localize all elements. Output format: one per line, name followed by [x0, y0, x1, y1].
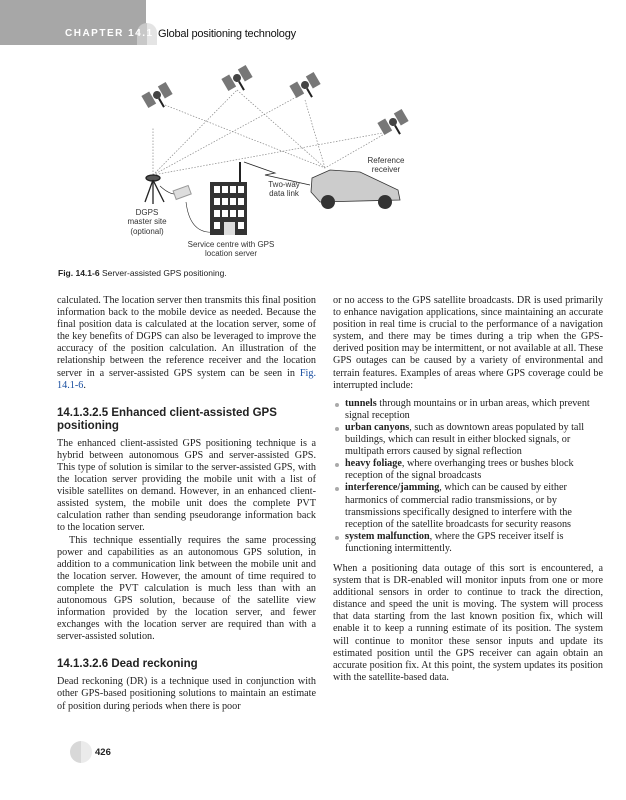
satellite-icon [141, 82, 176, 114]
svg-text:(optional): (optional) [130, 227, 164, 236]
satellite-icon [377, 109, 412, 141]
list-item: heavy foliage, where overhanging trees or bushes block reception of the signal broadcasts [333, 458, 603, 482]
satellite-icon [289, 72, 324, 104]
paragraph: calculated. The location server then transmits this final position information back to the mobile device as needed. Because the final position data is calculated at the location server, some of the key benefits of DGPS can also be leveraged to improve the accuracy of the position calculation. An illustration of the relationship between the reference receiver and the location server in a server-assisted GPS system can be seen in Fig. 14.1-6. [57, 295, 316, 391]
running-title: Global positioning technology [158, 28, 296, 40]
label-service-centre: Service centre with GPS [187, 240, 275, 249]
building-icon [210, 162, 247, 235]
svg-text:data link: data link [269, 189, 299, 198]
figure-labels [127, 156, 405, 258]
section-heading: 14.1.3.2.6 Dead reckoning [57, 658, 198, 671]
paragraph: or no access to the GPS satellite broadcasts. DR is used primarily to enhance navigation applications, since maintaining an accurate position in real time is crucial to the performance of a navigation system, and there may be times during a trip when the GPS-derived position may be intermittent, or not available at all. These GPS outages can be caused by a variety of environmental and terrain features. Examples of areas where GPS coverage could be interrupted include: [333, 295, 603, 391]
figure-caption: Fig. 14.1-6 Server-assisted GPS positioning. [58, 268, 227, 278]
section-heading: 14.1.3.2.5 Enhanced client-assisted GPS positioning [57, 406, 277, 432]
page-number: 426 [95, 747, 111, 758]
page-number-decoration [70, 741, 92, 763]
gps-figure [0, 50, 626, 265]
svg-text:receiver: receiver [371, 165, 401, 174]
bullet-list [333, 398, 603, 555]
modem-icon [173, 186, 191, 200]
list-item: tunnels through mountains or in urban areas, which prevent signal reception [333, 398, 603, 422]
paragraph: This technique essentially requires the same processing power and capabilities as an autonomous GPS solution, in addition to a communication link between the mobile unit and the location server. However, the amount of time required to complete the PVT calculation is much less than with an autonomous GPS solution, because of the satellite view information provided by the location server, and fewer exchanges with the location server are required than with a server-assisted solution. [57, 534, 316, 643]
car-icon [311, 170, 400, 209]
list-item: interference/jamming, which can be caused by either harmonics of commercial radio transmissions, or by transmissions specifically designed to interfere with the reception of the satellite broadcasts for security reasons [333, 482, 603, 530]
paragraph: The enhanced client-assisted GPS positioning technique is a hybrid between autonomous GPS and server-assisted GPS. This type of solution is similar to the server-assisted GPS, with the location server providing the mobile unit with a list of visible satellites on demand. However, in an enhanced client-assisted system, the mobile unit does the complete PVT calculation rather than sending pseudorange information back to the location server. [57, 437, 316, 534]
list-item: system malfunction, where the GPS receiver itself is functioning intermittently. [333, 531, 603, 555]
figure-link[interactable]: Fig. 14.1-6 [57, 367, 316, 391]
svg-text:location server: location server [204, 249, 258, 258]
label-data-link: Two-way [268, 180, 300, 189]
label-reference-receiver: Reference [367, 156, 405, 165]
paragraph: When a positioning data outage of this sort is encountered, a system that is DR-enabled will monitor inputs from one or more additional sensors in order to continue to track the direction, distance and speed the unit is moving. The system will process that data starting from the last known position fix, which will enable it to keep a running estimate of its position. The system will continue to monitor these sensor inputs and update its estimated position until the GPS receiver can again obtain an accurate position fix. At this point, the system updates its position with the satellite-based data. [333, 562, 603, 683]
label-dgps: DGPS [135, 208, 159, 217]
svg-text:master site: master site [127, 217, 167, 226]
left-column [57, 295, 316, 713]
right-column [333, 295, 603, 684]
list-item: urban canyons, such as downtown areas populated by tall buildings, which can result in either blocked signals, or multipath errors caused by signal reflection [333, 422, 603, 458]
signal-lines [153, 90, 388, 175]
satellite-icon [221, 65, 256, 97]
paragraph: Dead reckoning (DR) is a technique used in conjunction with other GPS-based positioning solutions to maintain an estimate of position during periods when there is poor [57, 676, 316, 712]
chapter-label: CHAPTER 14.1 [65, 28, 154, 39]
